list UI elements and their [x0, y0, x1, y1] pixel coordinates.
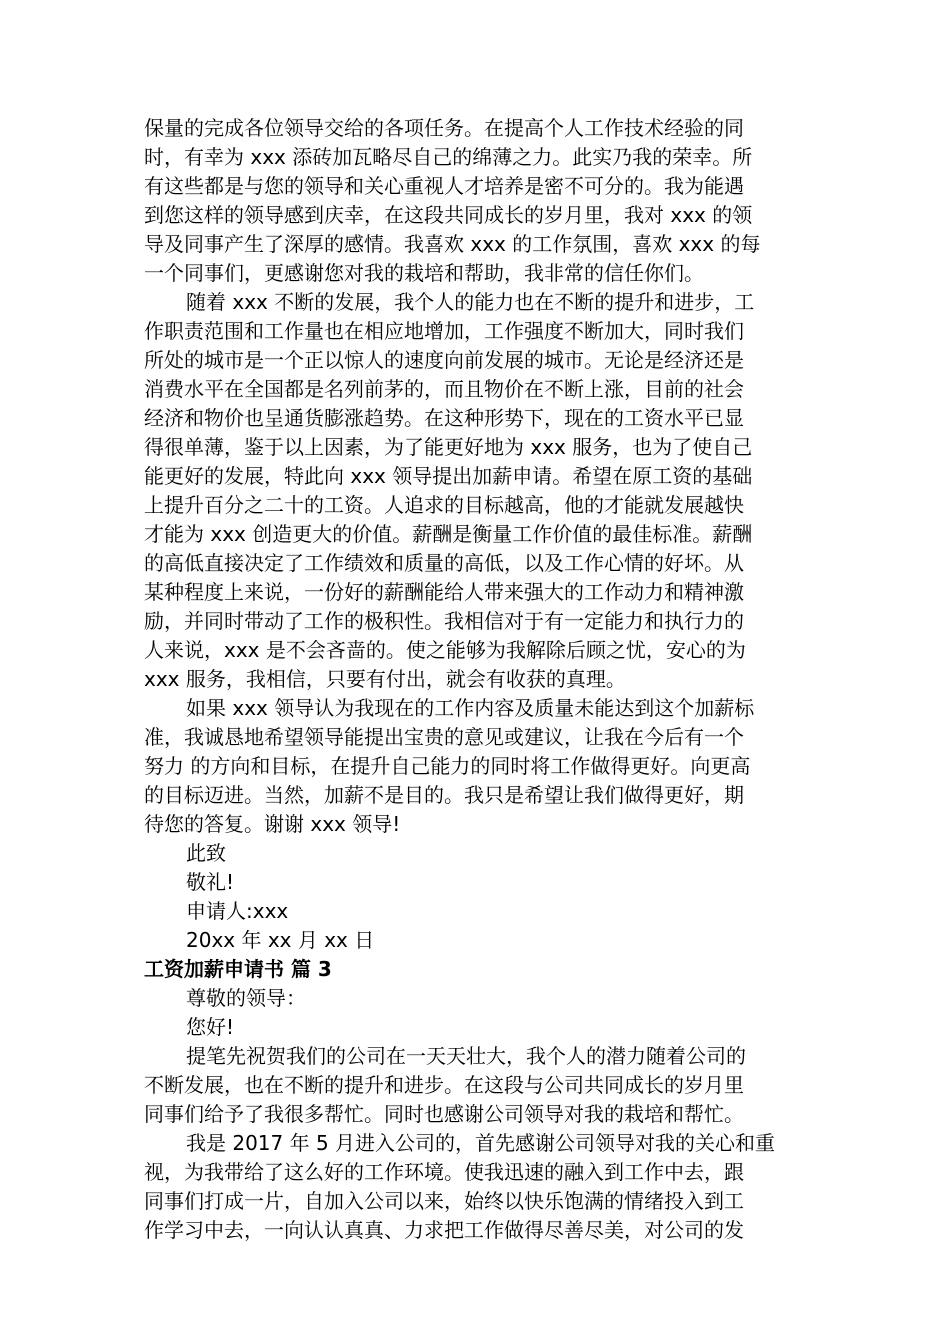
text-line: 某种程度上来说，一份好的薪酬能给人带来强大的工作动力和精神激 — [144, 580, 744, 604]
text-line: 消费水平在全国都是名列前茅的，而且物价在不断上涨，目前的社会 — [144, 377, 744, 401]
closing-regards: 敬礼! — [186, 870, 235, 894]
text-line: 上提升百分之二十的工资。人追求的目标越高，他的才能就发展越快 — [144, 493, 744, 517]
paragraph-2 — [144, 288, 808, 694]
text-line: 待您的答复。谢谢 xxx 领导! — [144, 812, 401, 836]
text-line: 得很单薄，鉴于以上因素，为了能更好地为 xxx 服务，也为了使自己 — [144, 435, 753, 459]
section-heading: 工资加薪申请书 篇 3 — [144, 957, 332, 981]
text-line: 的高低直接决定了工作绩效和质量的高低，以及工作心情的好坏。从 — [144, 551, 744, 575]
text-line: 才能为 xxx 创造更大的价值。薪酬是衡量工作价值的最佳标准。薪酬 — [144, 522, 753, 546]
text-line: 励，并同时带动了工作的极积性。我相信对于有一定能力和执行力的 — [144, 609, 744, 633]
text-line: 准，我诚恳地希望领导能提出宝贵的意见或建议，让我在今后有一个 — [144, 725, 744, 749]
text-line: 同事们打成一片，自加入公司以来，始终以快乐饱满的情绪投入到工 — [144, 1189, 744, 1213]
text-line: 经济和物价也呈通货膨涨趋势。在这种形势下，现在的工资水平已显 — [144, 406, 744, 430]
text-line: xxx 服务，我相信，只要有付出，就会有收获的真理。 — [144, 667, 626, 691]
text-line: 所处的城市是一个正以惊人的速度向前发展的城市。无论是经济还是 — [144, 348, 744, 372]
paragraph-1 — [144, 114, 808, 288]
text-line: 提笔先祝贺我们的公司在一天天壮大，我个人的潜力随着公司的 — [186, 1044, 746, 1068]
text-line: 的目标迈进。当然，加薪不是目的。我只是希望让我们做得更好，期 — [144, 783, 744, 807]
paragraph-5 — [144, 1129, 808, 1245]
text-line: 导及同事产生了深厚的感情。我喜欢 xxx 的工作氛围，喜欢 xxx 的每 — [144, 232, 761, 256]
paragraph-4 — [144, 1042, 808, 1129]
text-line: 如果 xxx 领导认为我现在的工作内容及质量未能达到这个加薪标 — [186, 696, 755, 720]
closing-line: 此致 — [186, 841, 226, 865]
text-line: 作学习中去，一向认认真真、力求把工作做得尽善尽美，对公司的发 — [144, 1218, 744, 1242]
text-line: 视，为我带给了这么好的工作环境。使我迅速的融入到工作中去，跟 — [144, 1160, 744, 1184]
greeting: 您好! — [186, 1015, 235, 1039]
text-line: 人来说，xxx 是不会吝啬的。使之能够为我解除后顾之忧，安心的为 — [144, 638, 746, 662]
document-page — [144, 114, 808, 1245]
text-line: 我是 2017 年 5 月进入公司的，首先感谢公司领导对我的关心和重 — [186, 1131, 776, 1155]
text-line: 努力 的方向和目标，在提升自己能力的同时将工作做得更好。向更高 — [144, 754, 751, 778]
text-line: 有这些都是与您的领导和关心重视人才培养是密不可分的。我为能遇 — [144, 174, 744, 198]
text-line: 能更好的发展，特此向 xxx 领导提出加薪申请。希望在原工资的基础 — [144, 464, 753, 488]
closing-block — [144, 839, 808, 955]
text-line: 同事们给予了我很多帮忙。同时也感谢公司领导对我的栽培和帮忙。 — [144, 1102, 744, 1126]
text-line: 到您这样的领导感到庆幸，在这段共同成长的岁月里，我对 xxx 的领 — [144, 203, 753, 227]
text-line: 保量的完成各位领导交给的各项任务。在提高个人工作技术经验的同 — [144, 116, 744, 140]
text-line: 一个同事们，更感谢您对我的栽培和帮助，我非常的信任你们。 — [144, 261, 704, 285]
date-line: 20xx 年 xx 月 xx 日 — [186, 928, 375, 952]
text-line: 随着 xxx 不断的发展，我个人的能力也在不断的提升和进步，工 — [186, 290, 755, 314]
salutation-block — [144, 984, 808, 1042]
text-line: 时，有幸为 xxx 添砖加瓦略尽自己的绵薄之力。此实乃我的荣幸。所 — [144, 145, 753, 169]
salutation: 尊敬的领导： — [186, 986, 306, 1010]
text-line: 不断发展，也在不断的提升和进步。在这段与公司共同成长的岁月里 — [144, 1073, 744, 1097]
paragraph-3 — [144, 694, 808, 839]
text-line: 作职责范围和工作量也在相应地增加，工作强度不断加大，同时我们 — [144, 319, 744, 343]
applicant-line: 申请人:xxx — [186, 899, 289, 923]
